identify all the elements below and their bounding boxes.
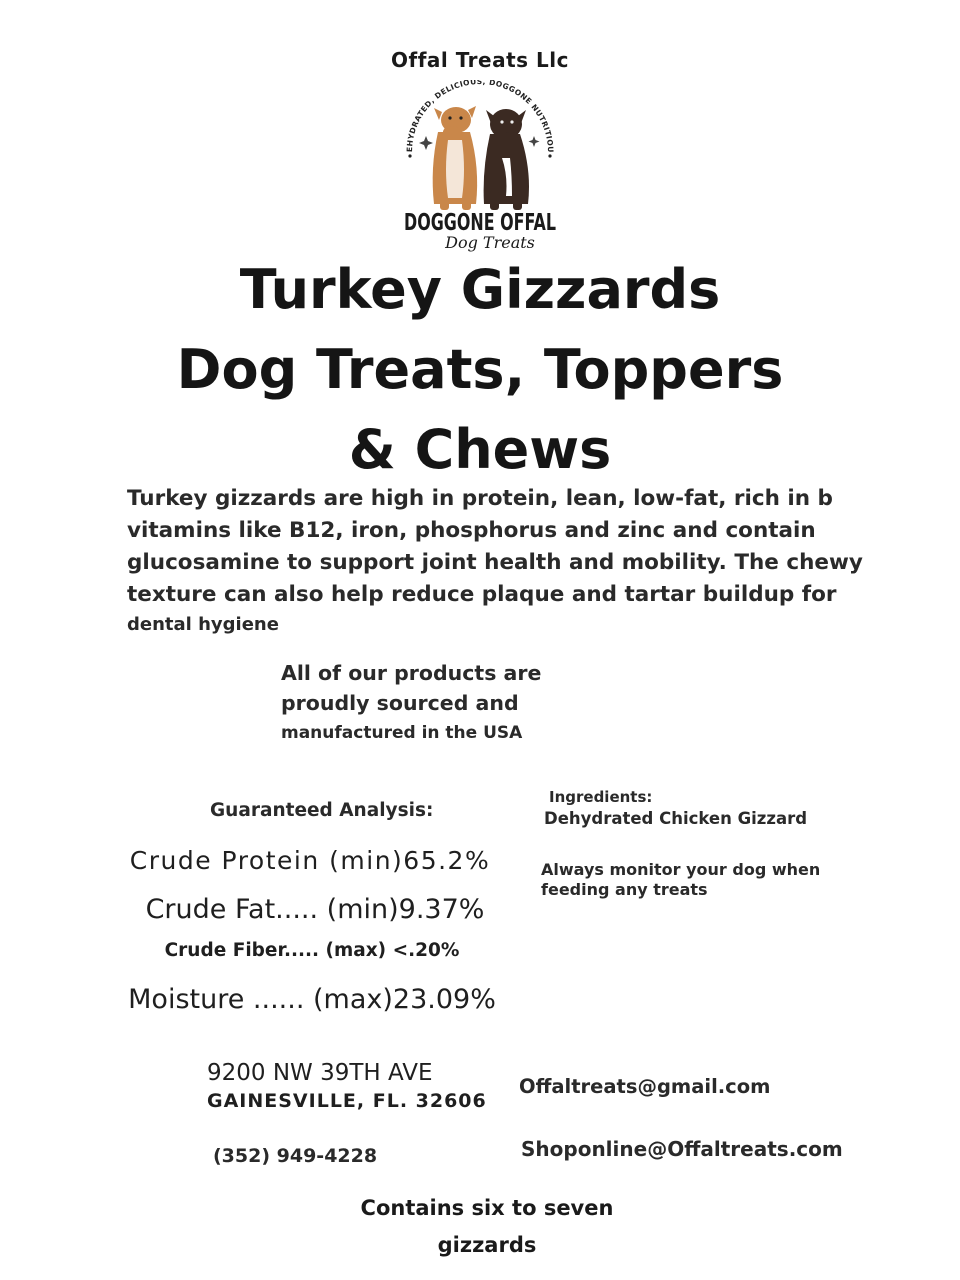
address-city: GAINESVILLE, FL. 32606 (207, 1090, 487, 1112)
analysis-fiber: Crude Fiber..... (max) <.20% (164, 940, 460, 961)
description-line: dental hygiene (127, 614, 279, 635)
warning-line: feeding any treats (541, 880, 708, 899)
sourcing-line: manufactured in the USA (281, 723, 523, 743)
analysis-title: Guaranteed Analysis: (210, 800, 434, 821)
title-line-1: Turkey Gizzards (239, 258, 721, 321)
sourcing-line: All of our products are (281, 661, 542, 685)
logo-brand-text: DOGGONE OFFAL (404, 210, 557, 236)
product-title (0, 250, 960, 490)
phone-number: (352) 949-4228 (213, 1145, 378, 1167)
sourcing-line: proudly sourced and (281, 691, 519, 715)
logo-script-text: Dog Treats (445, 233, 535, 252)
warning-line: Always monitor your dog when (541, 860, 821, 879)
contents-line: Contains six to seven (360, 1196, 614, 1220)
contents-line: gizzards (437, 1233, 537, 1257)
description-line: vitamins like B12, iron, phosphorus and zinc and contain (127, 518, 816, 543)
analysis-moisture: Moisture ...... (max)23.09% (128, 984, 496, 1015)
description-line: Turkey gizzards are high in protein, lean, low-fat, rich in b (127, 486, 833, 511)
title-line-2: Dog Treats, Toppers (176, 338, 784, 401)
sourcing-statement (281, 658, 541, 748)
ingredients-label: Ingredients: (549, 788, 653, 806)
product-description (127, 483, 863, 639)
package-contents (0, 1190, 960, 1264)
logo-arc-text: EHYDRATED, DELICIOUS, DOGGONE NUTRITIOU (404, 80, 556, 154)
description-line: glucosamine to support joint health and mobility. The chewy (127, 550, 863, 575)
analysis-fat: Crude Fat..... (min)9.37% (145, 894, 485, 925)
ingredients-value: Dehydrated Chicken Gizzard (544, 809, 808, 828)
brand-logo (398, 80, 562, 256)
address-street: 9200 NW 39TH AVE (207, 1060, 433, 1086)
email-shop: Shoponline@Offaltreats.com (521, 1137, 843, 1161)
email-contact: Offaltreats@gmail.com (519, 1075, 771, 1098)
analysis-protein: Crude Protein (min)65.2% (129, 846, 491, 875)
description-line: texture can also help reduce plaque and tartar buildup for (127, 582, 837, 607)
company-name: Offal Treats Llc (391, 48, 569, 72)
two-dogs-logo-icon (398, 80, 562, 256)
feeding-warning (541, 860, 841, 900)
title-line-3: & Chews (348, 418, 612, 481)
